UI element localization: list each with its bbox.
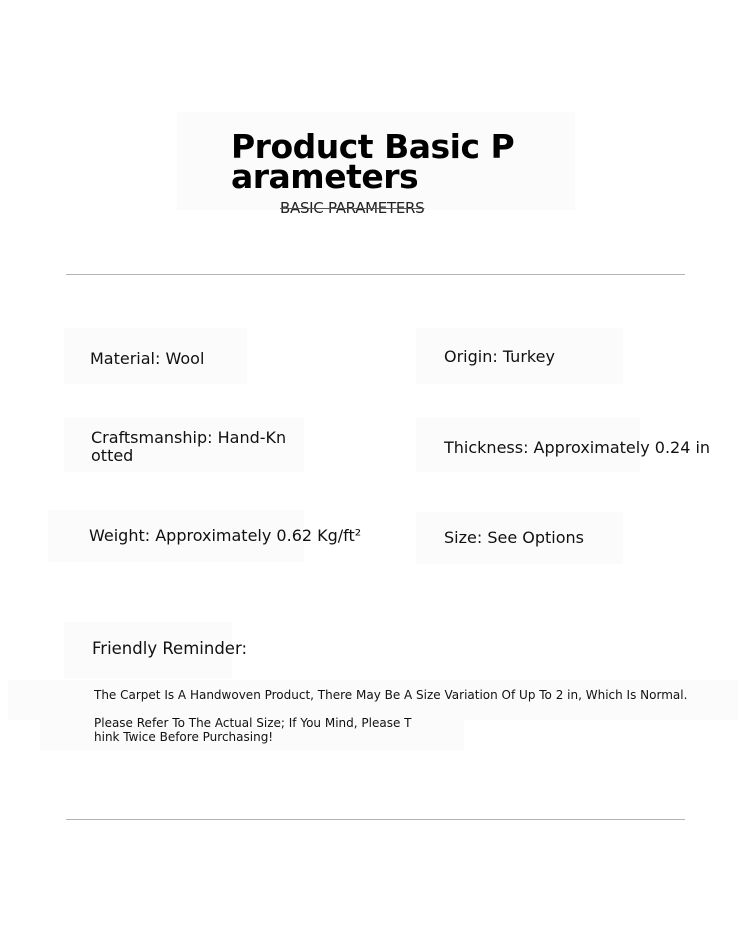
reminder-line-1: The Carpet Is A Handwoven Product, There May Be A Size Variation Of Up To 2 in, Which Is Normal. xyxy=(94,688,688,702)
bottom-divider xyxy=(66,819,685,820)
param-size: Size: See Options xyxy=(444,528,584,547)
param-craftsmanship: Craftsmanship: Hand-Knotted xyxy=(91,428,287,465)
reminder-title: Friendly Reminder: xyxy=(92,639,248,658)
page-title: Product Basic Parameters xyxy=(231,127,515,196)
reminder-line-2: Please Refer To The Actual Size; If You Mind, Please Think Twice Before Purchasing! xyxy=(94,716,412,744)
param-thickness: Thickness: Approximately 0.24 in xyxy=(444,438,711,457)
param-weight: Weight: Approximately 0.62 Kg/ft² xyxy=(89,526,362,545)
top-divider xyxy=(66,274,685,275)
param-origin: Origin: Turkey xyxy=(444,347,555,366)
param-material: Material: Wool xyxy=(90,349,205,368)
page-subtitle: BASIC PARAMETERS xyxy=(280,199,425,217)
